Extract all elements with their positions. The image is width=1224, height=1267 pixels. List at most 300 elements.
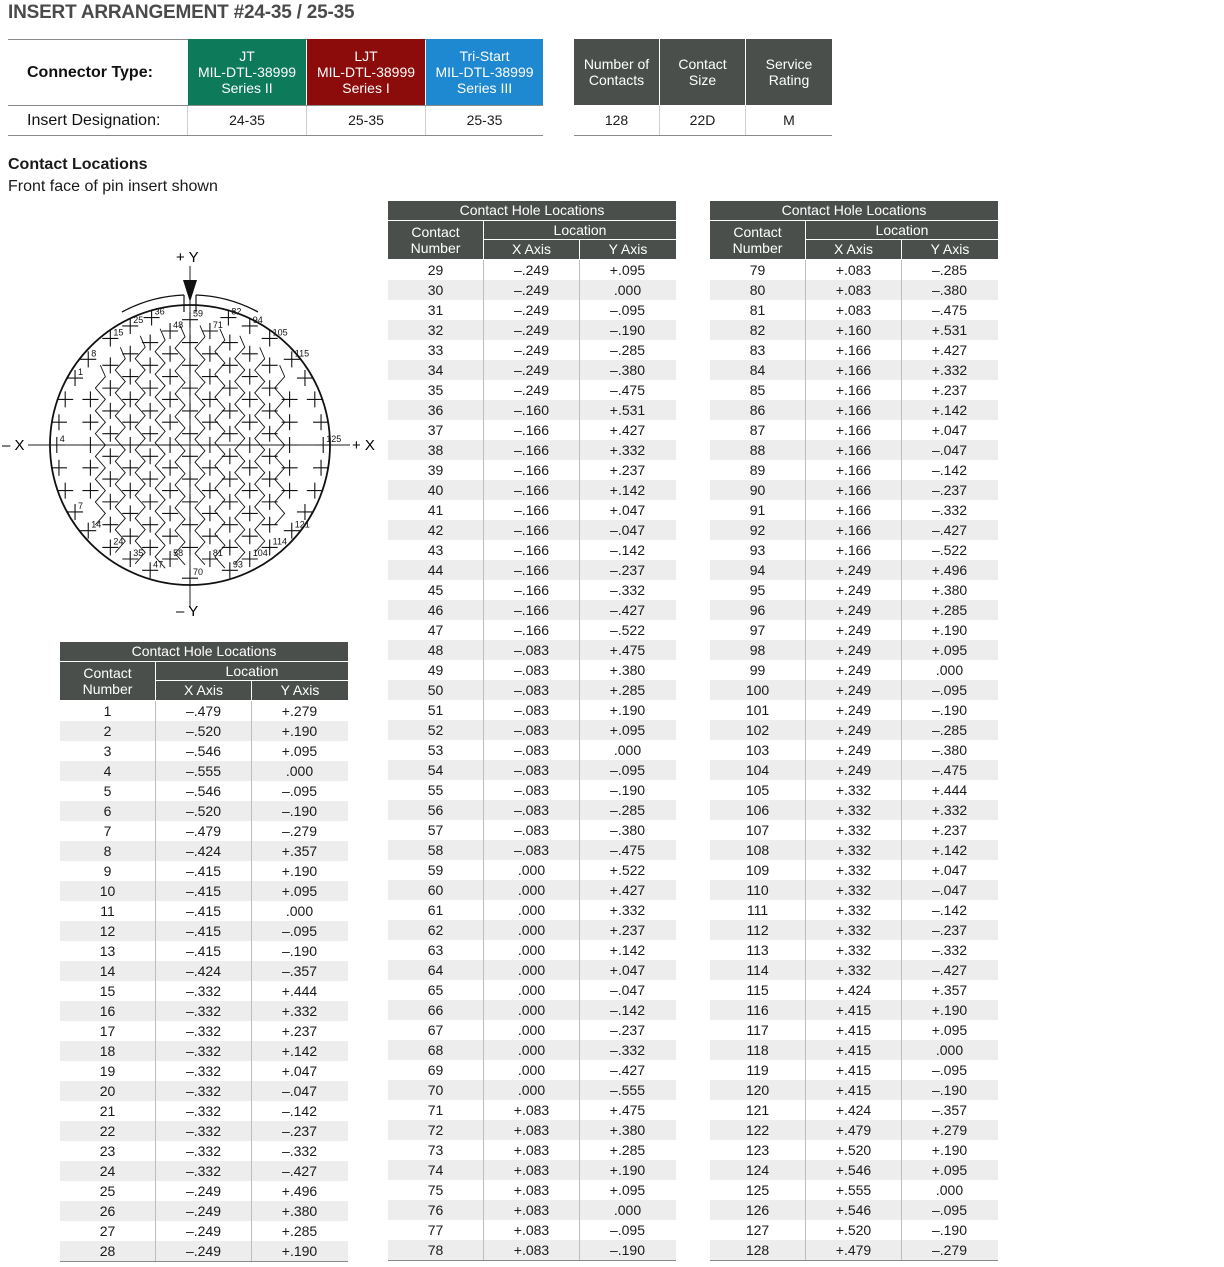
x-axis-cell: –.424 [185,963,222,979]
y-axis-cell: +.190 [281,723,318,739]
y-axis-cell: –.357 [281,963,318,979]
contact-number-header: Contact Number [60,662,155,700]
x-axis-cell: –.083 [513,702,550,718]
table-row [710,480,998,500]
x-axis-cell: –.415 [185,883,222,899]
contact-number-cell: 126 [745,1202,770,1218]
x-axis-cell: –.083 [513,762,550,778]
table-row [60,1201,348,1221]
contact-number-cell: 5 [103,783,112,799]
contact-number-cell: 22 [99,1123,116,1139]
x-axis-cell: +.249 [835,642,872,658]
x-axis-cell: +.166 [835,402,872,418]
x-axis-cell: +.479 [835,1122,872,1138]
table-row [388,1160,676,1180]
x-axis-cell: –.332 [185,1023,222,1039]
y-axis-cell: +.285 [931,602,968,618]
contact-number-label: 14 [91,519,102,530]
contact-number-cell: 3 [103,743,112,759]
contact-number-cell: 91 [749,502,766,518]
x-axis-cell: –.166 [513,562,550,578]
y-axis-cell: –.095 [609,1222,646,1238]
contact-number-cell: 87 [749,422,766,438]
y-axis-cell: +.095 [281,743,318,759]
y-axis-cell: +.380 [281,1203,318,1219]
table-row [388,620,676,640]
contact-number-cell: 35 [427,382,444,398]
contact-number-cell: 44 [427,562,444,578]
table-row [60,1241,348,1261]
x-axis-cell: –.520 [185,723,222,739]
contact-number-cell: 94 [749,562,766,578]
contact-number-cell: 30 [427,282,444,298]
table-row [388,840,676,860]
y-axis-cell: .000 [613,1202,642,1218]
contact-number-cell: 48 [427,642,444,658]
contact-number-cell: 24 [99,1163,116,1179]
contact-number-cell: 41 [427,502,444,518]
table-row [388,860,676,880]
contact-number-cell: 117 [746,1022,769,1038]
contact-number-header: Contact Number [710,221,805,259]
y-axis-cell: –.095 [609,762,646,778]
y-axis-cell: –.142 [931,902,968,918]
minus-y-label: – Y [176,603,199,620]
contact-number-cell: 32 [427,322,444,338]
y-axis-cell: +.332 [281,1003,318,1019]
contact-number-cell: 23 [99,1143,116,1159]
y-axis-cell: –.047 [931,882,968,898]
y-axis-cell: +.047 [609,502,646,518]
table-row [710,740,998,760]
y-axis-cell: –.237 [281,1123,318,1139]
number-of-contacts-header: Number of Contacts [574,39,659,105]
y-axis-cell: –.142 [609,542,646,558]
contact-9-marker [82,391,98,407]
x-axis-cell: –.249 [185,1223,222,1239]
x-axis-cell: .000 [517,1042,546,1058]
y-axis-cell: +.047 [931,862,968,878]
contact-number-cell: 118 [746,1042,769,1058]
table-row [710,1160,998,1180]
x-axis-cell: –.415 [185,903,222,919]
x-axis-cell: –.166 [513,522,550,538]
x-axis-cell: +.424 [835,982,872,998]
y-axis-cell: –.475 [609,842,646,858]
x-axis-cell: –.249 [513,302,550,318]
contact-number-cell: 127 [745,1222,770,1238]
contact-50-marker [162,369,178,385]
table-row [710,540,998,560]
contact-number-cell: 109 [745,862,770,878]
x-axis-cell: +.249 [835,722,872,738]
y-axis-cell: –.047 [609,982,646,998]
y-axis-cell: +.237 [931,382,968,398]
x-axis-cell: .000 [517,922,546,938]
x-axis-cell: –.166 [513,542,550,558]
table-row [710,380,998,400]
contact-number-label: 70 [193,567,204,578]
contact-number-cell: 58 [427,842,444,858]
contact-number-cell: 42 [427,522,444,538]
x-axis-cell: –.249 [513,322,550,338]
y-axis-cell: +.190 [931,622,968,638]
contact-number-label: 114 [272,536,288,547]
contact-number-cell: 59 [427,862,444,878]
table-row [388,1000,676,1020]
contact-56-marker [162,505,178,521]
x-axis-cell: .000 [517,882,546,898]
x-axis-cell: –.083 [513,662,550,678]
table-row [388,380,676,400]
table-row [388,560,676,580]
y-axis-cell: +.380 [931,582,968,598]
contact-number-cell: 95 [749,582,766,598]
x-axis-cell: –.249 [513,342,550,358]
y-axis-cell: –.285 [931,262,968,278]
x-axis-cell: .000 [517,1082,546,1098]
y-axis-cell: –.190 [931,1222,968,1238]
insert-separator-line [255,347,265,552]
y-axis-cell: +.380 [609,662,646,678]
contact-number-cell: 60 [427,882,444,898]
y-axis-cell: .000 [935,1182,964,1198]
y-axis-cell: –.522 [931,542,968,558]
contact-number-label: 104 [252,548,268,558]
y-axis-cell: +.095 [931,1022,968,1038]
contact-number-cell: 105 [745,782,770,798]
contact-number-label: 105 [272,327,288,338]
table-row [710,1120,998,1140]
x-axis-cell: –.332 [185,1123,222,1139]
insert-separator-line [155,329,165,568]
minus-x-label: – X [2,437,25,454]
x-axis-cell: +.415 [835,1062,872,1078]
contact-51-marker [162,391,178,407]
contact-size-header: Contact Size [660,39,745,105]
contact-number-cell: 113 [746,942,769,958]
table-row [710,580,998,600]
table-row [710,1080,998,1100]
contact-number-cell: 17 [99,1023,116,1039]
table-row [710,1180,998,1200]
contact-number-cell: 89 [749,462,766,478]
plus-y-label: + Y [176,249,199,266]
table-row [710,420,998,440]
contact-number-cell: 71 [427,1102,444,1118]
location-header: Location [806,221,998,239]
x-axis-cell: +.166 [835,382,872,398]
x-axis-cell: –.249 [185,1243,222,1259]
table-row [388,880,676,900]
y-axis-cell: .000 [935,1042,964,1058]
contact-number-cell: 43 [427,542,444,558]
contact-number-cell: 80 [749,282,766,298]
table-row [60,1121,348,1141]
contact-number-cell: 114 [746,962,769,978]
y-axis-cell: –.047 [931,442,968,458]
x-axis-cell: –.249 [513,362,550,378]
y-axis-cell: –.047 [281,1083,318,1099]
y-axis-cell: –.190 [281,943,318,959]
y-axis-cell: +.190 [609,702,646,718]
contact-number-cell: 79 [749,262,766,278]
table-row [388,960,676,980]
contact-number-cell: 28 [99,1243,116,1259]
x-axis-cell: –.415 [185,923,222,939]
x-axis-cell: –.166 [513,462,550,478]
contact-number-cell: 7 [103,823,112,839]
y-axis-cell: –.357 [931,1102,968,1118]
contact-number-cell: 104 [745,762,770,778]
x-axis-cell: –.249 [513,262,550,278]
y-axis-cell: –.332 [609,582,646,598]
contact-number-label: 8 [91,348,97,359]
table-row [710,1140,998,1160]
y-axis-cell: +.142 [931,402,968,418]
table-row [388,1060,676,1080]
y-axis-cell: +.444 [931,782,968,798]
x-axis-cell: +.332 [835,942,872,958]
table-row [388,1140,676,1160]
table-row [710,400,998,420]
contact-number-cell: 13 [99,943,116,959]
table-row [710,320,998,340]
table-row [710,340,998,360]
y-axis-cell: +.095 [609,722,646,738]
contact-number-label: 71 [212,320,223,330]
table-row [710,520,998,540]
contact-number-label: 81 [212,548,223,558]
y-axis-cell: +.427 [609,422,646,438]
table-bottom-rule [710,1260,998,1261]
y-axis-cell: +.237 [281,1023,318,1039]
contact-number-header: Contact Number [388,221,483,259]
table-row [388,1120,676,1140]
table-row [710,840,998,860]
table-row [710,260,998,280]
table-row [388,520,676,540]
y-axis-cell: +.332 [931,802,968,818]
designation-jt: 24-35 [229,112,265,128]
table-row [388,360,676,380]
contact-number-cell: 110 [746,882,769,898]
y-axis-cell: +.332 [609,902,646,918]
table-row [388,1220,676,1240]
x-axis-cell: .000 [517,1022,546,1038]
table-row [60,1041,348,1061]
x-axis-cell: –.555 [185,763,222,779]
y-axis-cell: +.475 [609,1102,646,1118]
contact-number-cell: 73 [427,1142,444,1158]
contact-number-cell: 57 [427,822,444,838]
table-row [710,1200,998,1220]
designation-tristart: 25-35 [466,112,503,128]
x-axis-cell: –.249 [185,1183,222,1199]
table-row [710,780,998,800]
contact-number-cell: 61 [427,902,444,918]
y-axis-cell: –.237 [931,922,968,938]
contact-number-cell: 82 [749,322,766,338]
x-axis-cell: +.249 [835,582,872,598]
contact-number-label: 1 [78,367,84,378]
contact-number-cell: 97 [749,622,766,638]
contact-number-cell: 101 [745,702,770,718]
contact-number-label: 93 [232,559,243,570]
contact-number-cell: 64 [427,962,444,978]
table-row [388,980,676,1000]
y-axis-cell: –.095 [931,1202,968,1218]
contact-number-cell: 69 [427,1062,444,1078]
x-axis-cell: –.166 [513,622,550,638]
x-axis-cell: –.160 [513,402,550,418]
table-body [388,260,676,1260]
contact-number-cell: 93 [749,542,766,558]
y-axis-cell: +.427 [931,342,968,358]
contact-number-cell: 1 [103,703,112,719]
x-axis-cell: +.424 [835,1102,872,1118]
contact-number-cell: 11 [100,903,115,919]
contact-number-cell: 121 [745,1102,770,1118]
plus-x-label: + X [352,437,375,454]
y-axis-header: Y Axis [252,681,348,700]
y-axis-cell: –.427 [609,602,646,618]
y-axis-cell: –.190 [281,803,318,819]
y-axis-cell: +.237 [931,822,968,838]
contact-number-cell: 20 [99,1083,116,1099]
y-axis-cell: +.190 [281,863,318,879]
x-axis-cell: +.083 [513,1102,550,1118]
x-axis-cell: +.083 [513,1182,550,1198]
contact-number-cell: 111 [746,902,769,918]
x-axis-cell: +.249 [835,702,872,718]
contact-number-cell: 4 [103,763,112,779]
table-row [710,280,998,300]
y-axis-cell: +.190 [931,1142,968,1158]
service-rating-value: M [783,112,795,128]
x-axis-cell: +.415 [835,1022,872,1038]
table-row [388,900,676,920]
y-axis-cell: +.496 [931,562,968,578]
y-axis-cell: –.095 [281,783,318,799]
contact-number-label: 4 [59,434,65,444]
table-row [60,1081,348,1101]
location-header: Location [484,221,676,239]
table-row [388,580,676,600]
x-axis-cell: +.166 [835,502,872,518]
x-axis-cell: +.249 [835,602,872,618]
contact-number-label: 125 [326,434,342,444]
x-axis-cell: .000 [517,982,546,998]
y-axis-cell: –.332 [931,942,968,958]
x-axis-cell: –.332 [185,1063,222,1079]
y-axis-cell: +.427 [609,882,646,898]
x-axis-cell: .000 [517,1062,546,1078]
x-axis-cell: –.083 [513,822,550,838]
table-row [388,260,676,280]
table-title: Contact Hole Locations [388,201,676,220]
contact-number-cell: 65 [427,982,444,998]
connector-type-label: Connector Type: [27,64,153,81]
x-axis-cell: –.083 [513,802,550,818]
x-axis-cell: +.166 [835,342,872,358]
y-axis-cell: –.237 [609,1022,646,1038]
table-row [710,1020,998,1040]
y-axis-cell: –.475 [609,382,646,398]
table-row [388,640,676,660]
contact-number-cell: 49 [427,662,444,678]
y-axis-cell: –.190 [931,702,968,718]
y-axis-cell: +.190 [281,1243,318,1259]
contact-number-label: 24 [113,536,124,547]
x-axis-cell: +.332 [835,802,872,818]
x-axis-cell: –.249 [185,1203,222,1219]
contact-117-marker [282,414,298,430]
table-row [710,620,998,640]
x-axis-cell: +.249 [835,762,872,778]
x-axis-cell: +.332 [835,882,872,898]
x-axis-cell: –.332 [185,1103,222,1119]
table-row [60,941,348,961]
contact-number-label: 58 [173,548,184,558]
table-row [388,600,676,620]
contact-number-cell: 99 [749,662,766,678]
x-axis-cell: –.249 [513,382,550,398]
contact-number-cell: 8 [103,843,112,859]
x-axis-cell: –.083 [513,642,550,658]
x-axis-cell: –.166 [513,502,550,518]
table-row [388,920,676,940]
x-axis-cell: +.332 [835,822,872,838]
x-axis-cell: +.249 [835,742,872,758]
y-axis-cell: –.285 [609,342,646,358]
contact-number-cell: 86 [749,402,766,418]
insert-designation-label: Insert Designation: [27,112,161,129]
x-axis-cell: +.166 [835,362,872,378]
contact-number-cell: 54 [427,762,444,778]
contact-57-marker [162,528,178,544]
x-axis-cell: +.546 [835,1162,872,1178]
contact-120-marker [282,483,298,499]
contact-locations-subtitle: Front face of pin insert shown [8,178,218,195]
contact-number-cell: 98 [749,642,766,658]
contact-number-cell: 21 [99,1103,116,1119]
contact-number-label: 47 [153,559,164,570]
contact-number-cell: 46 [427,602,444,618]
x-axis-cell: +.415 [835,1042,872,1058]
x-axis-cell: +.249 [835,682,872,698]
contact-number-cell: 53 [427,742,444,758]
page-title: INSERT ARRANGEMENT #24-35 / 25-35 [8,2,355,23]
table-title: Contact Hole Locations [710,201,998,220]
y-axis-cell: –.237 [931,482,968,498]
contact-number-cell: 100 [745,682,770,698]
y-axis-cell: –.555 [609,1082,646,1098]
y-axis-cell: –.095 [931,682,968,698]
y-axis-cell: +.285 [281,1223,318,1239]
contact-number-cell: 83 [749,342,766,358]
y-axis-cell: .000 [935,662,964,678]
contact-number-cell: 6 [103,803,112,819]
y-axis-cell: –.380 [609,362,646,378]
table-row [60,821,348,841]
contact-49-marker [162,346,178,362]
y-axis-cell: –.427 [931,962,968,978]
table-row [710,300,998,320]
y-axis-cell: +.475 [609,642,646,658]
y-axis-header: Y Axis [902,240,998,259]
contact-number-cell: 36 [427,402,444,418]
